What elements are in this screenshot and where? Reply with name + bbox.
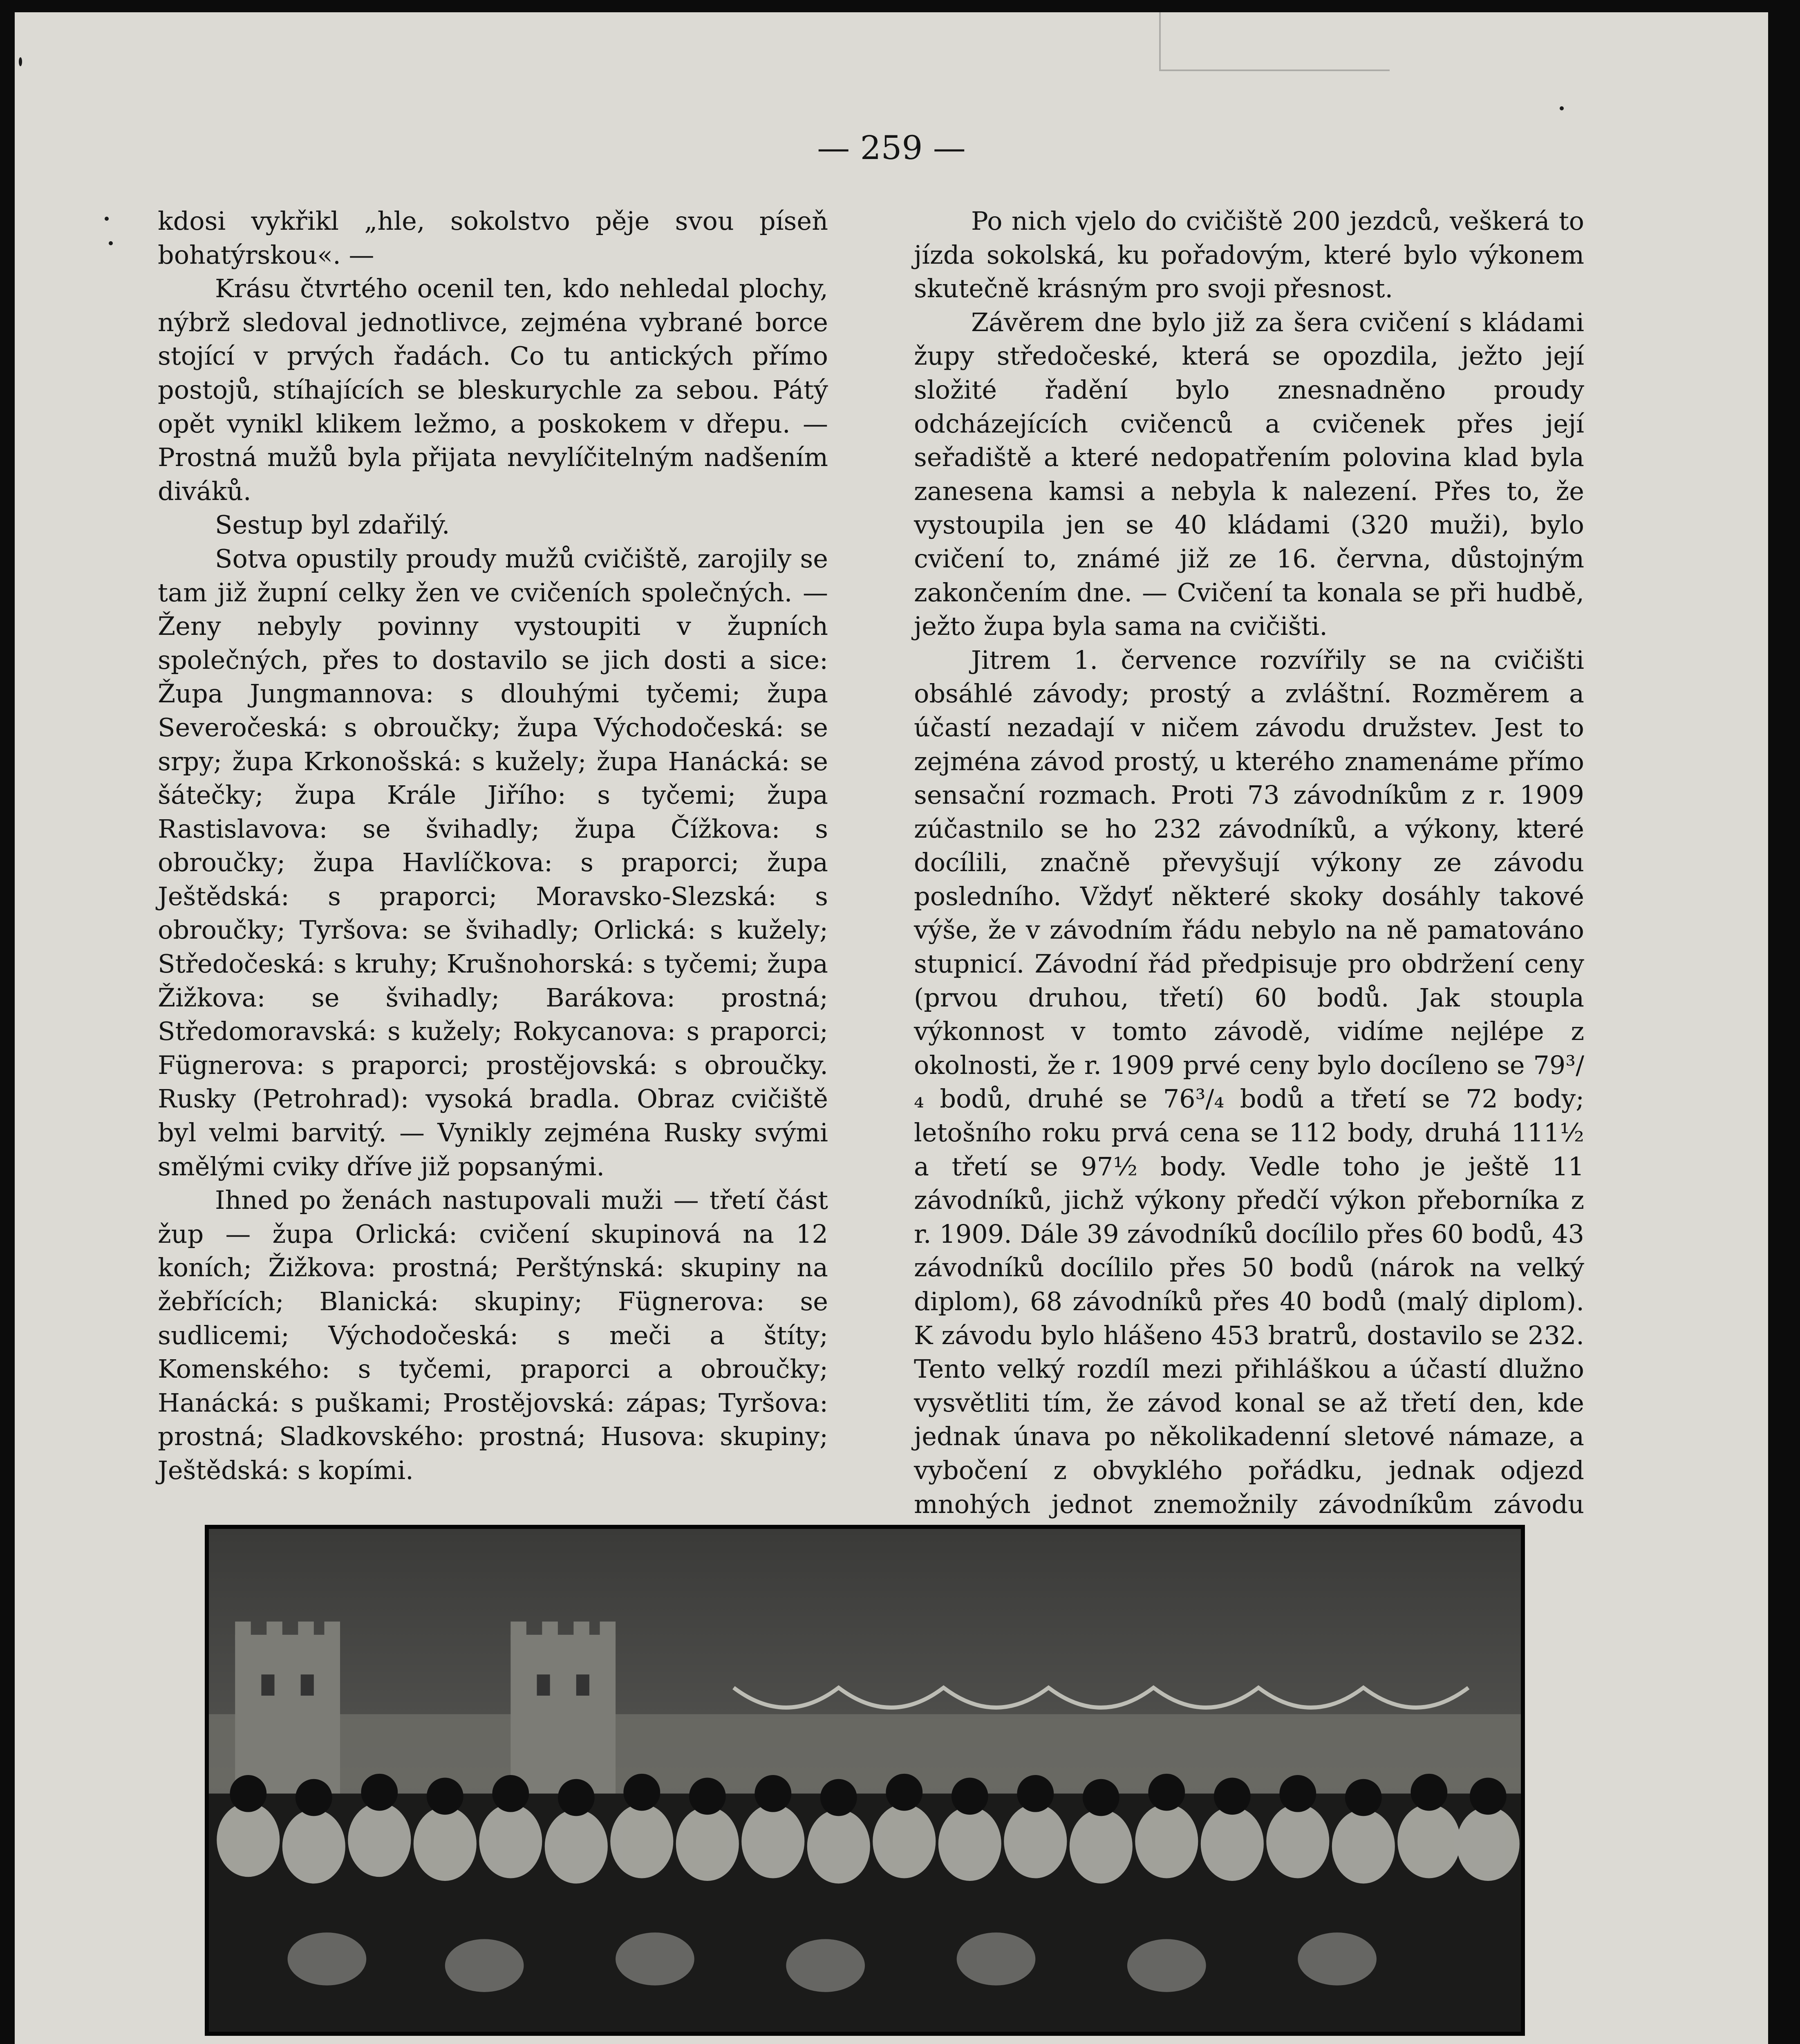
right-column [914, 204, 1584, 1555]
paragraph: kdosi vykřikl „hle, sokolstvo pěje svou píseň bohatýrskou«. — [158, 206, 828, 270]
scan-artifact [1159, 12, 1390, 71]
scan-speck [1560, 106, 1564, 110]
page-number: — 259 — [817, 129, 966, 167]
left-column [158, 204, 828, 1488]
scan-speck [109, 241, 113, 245]
paragraph: Po nich vjelo do cvičiště 200 jezdců, veškerá to jízda sokolská, ku pořadovým, které bylo výkonem skutečně krásným pro svoji přesnost. [914, 206, 1584, 304]
scan-speck [105, 217, 109, 221]
scan-speck [19, 57, 22, 66]
paragraph: Sotva opustily proudy mužů cvičiště, zarojily se tam již župní celky žen ve cvičeních společných. — Ženy nebyly povinny vystoupiti v župních společných, přes to dostavilo se jich dosti a sice: Župa Jungmannova: s dlouhými tyčemi; župa Severočeská: s obroučky; župa Východočeská: se srpy; župa Krkonošská: s kužely; župa Hanácká: se šátečky; župa Krále Jiřího: s tyčemi; župa Rastislavova: se švihadly; župa Čížkova: s obroučky; župa Havlíčkova: s praporci; župa Ještědská: s praporci; Moravsko-Slezská: s obroučky; Tyršova: se švihadly; Orlická: s kužely; Středočeská: s kruhy; Krušnohorská: s tyčemi; župa Žižkova: se švihadly; Barákova: prostná; Středomoravská: s kužely; Rokycanova: s praporci; Fügnerova: s praporci; prostějovská: s obroučky. Rusky (Petrohrad): vysoká bradla. Obraz cvičiště byl velmi barvitý. — Vynikly zejména Rusky svými smělými cviky dříve již popsanými. [158, 543, 828, 1181]
paragraph: Jitrem 1. července rozvířily se na cvičišti obsáhlé závody; prostý a zvláštní. Rozměrem a účastí nezadají v ničem závodu družstev. Jest to zejména závod prostý, u kterého znamenáme přímo sensační rozmach. Proti 73 závodníkům z r. 1909 zúčastnilo se ho 232 závodníků, a výkony, které docílili, značně převyšují výkony ze závodu posledního. Vždyť některé skoky dosáhly takové výše, že v závodním řádu nebylo na ně pamatováno stupnicí. Závodní řád předpisuje pro obdržení ceny (prvou druhou, třetí) 60 bodů. Jak stoupla výkonnost v tomto závodě, vidíme nejlépe z okolnosti, že r. 1909 prvé ceny bylo docíleno se 79³/₄ bodů, druhé se 76³/₄ bodů a třetí se 72 body; letošního roku prvá cena se 112 body, druhá 111½ a třetí se 97½ body. Vedle toho je ještě 11 závodníků, jichž výkony předčí výkon přeborníka z r. 1909. Dále 39 závodníků docílilo přes 60 bodů, 43 závodníků docílilo přes 50 bodů (nárok na velký diplom), 68 závodníků přes 40 bodů (malý diplom). K závodu bylo hlášeno 453 bratrů, dostavilo se 232. Tento velký rozdíl mezi přihláškou a účastí dlužno vysvětliti tím, že závod konal se až třetí den, kde jednak únava po několikadenní sletové námaze, a vybočení z obvyklého pořádku, jednak odjezd mnohých jednot znemožnily závodníkům závodu [914, 645, 1584, 1519]
photograph [205, 1525, 1525, 2036]
paragraph: Sestup byl zdařilý. [215, 510, 450, 540]
photo-gymnasts-with-skipping-ropes [209, 1529, 1521, 2032]
paragraph: Ihned po ženách nastupovali muži — třetí část žup — župa Orlická: cvičení skupinová na 12 koních; Žižkova: prostná; Perštýnská: skupiny na žebřících; Blanická: skupiny; Fügnerova: se sudlicemi; Východočeská: s meči a štíty; Komenského: s tyčemi, praporci a obroučky; Hanácká: s puškami; Prostějovská: zápas; Tyršova: prostná; Sladkovského: prostná; Husova: skupiny; Ještědská: s kopími. [158, 1185, 828, 1485]
paragraph: Krásu čtvrtého ocenil ten, kdo nehledal plochy, nýbrž sledoval jednotlivce, zejména vybrané borce stojící v prvých řadách. Co tu antických přímo postojů, stíhajících se bleskurychle za sebou. Pátý opět vynikl klikem ležmo, a poskokem v dřepu. — Prostná mužů byla přijata nevylíčitelným nadšením diváků. [158, 273, 828, 506]
scanned-page [15, 12, 1768, 2044]
paragraph: Závěrem dne bylo již za šera cvičení s kládami župy středočeské, která se opozdila, ježto její složité řadění bylo znesnadněno proudy odcházejících cvičenců a cvičenek přes její seřadiště a které nedopatřením polovina klad byla zanesena kamsi a nebyla k nalezení. Přes to, že vystoupila jen se 40 kládami (320 muži), bylo cvičení to, známé již ze 16. června, důstojným zakončením dne. — Cvičení ta konala se při hudbě, ježto župa byla sama na cvičišti. [914, 307, 1584, 641]
